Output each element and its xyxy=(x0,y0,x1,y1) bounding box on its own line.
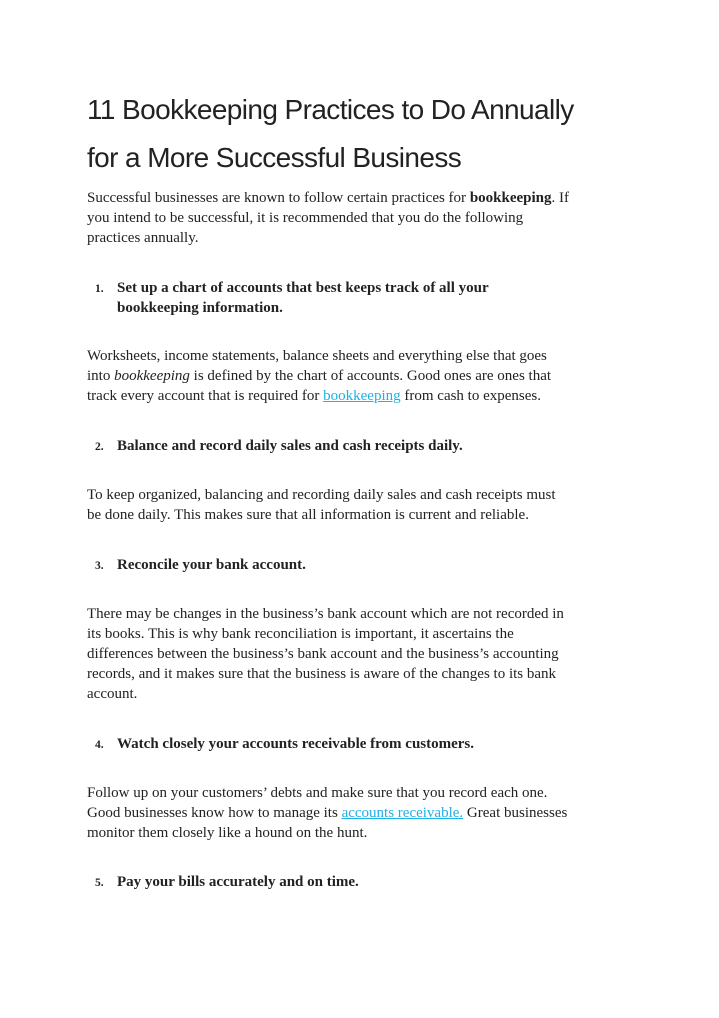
intro-line-1 xyxy=(87,188,647,208)
intro-bold-term: bookkeeping xyxy=(469,190,552,206)
title-line-1: 11 Bookkeeping Practices to Do Annually xyxy=(87,94,574,125)
list-number: 1. xyxy=(95,283,104,295)
intro-line-3: practices annually. xyxy=(87,230,199,246)
paragraph-daily-sales xyxy=(87,485,647,525)
list-number: 2. xyxy=(95,441,104,453)
paragraph-bank-reconciliation xyxy=(87,604,647,704)
paragraph-line xyxy=(87,366,647,386)
paragraph-text: into xyxy=(87,368,115,384)
paragraph-line: To keep organized, balancing and recording daily sales and cash receipts must xyxy=(87,487,556,503)
list-item-heading xyxy=(117,872,359,892)
list-number: 4. xyxy=(95,739,104,751)
intro-line-2: you intend to be successful, it is recommended that you do the following xyxy=(87,210,524,226)
intro-text: Successful businesses are known to follow certain practices for xyxy=(87,190,470,206)
paragraph-text: Good businesses know how to manage its xyxy=(87,805,342,821)
list-item-heading xyxy=(117,436,463,456)
paragraph-line: records, and it makes sure that the business is aware of the changes to its bank xyxy=(87,666,557,682)
list-item-heading xyxy=(117,734,474,754)
list-item-line: Reconcile your bank account. xyxy=(117,557,306,573)
list-item-heading xyxy=(117,278,489,318)
list-item-line: bookkeeping information. xyxy=(117,300,283,316)
paragraph-text: is defined by the chart of accounts. Good ones are ones that xyxy=(189,368,552,384)
intro-text: . If xyxy=(551,190,570,206)
list-item-line: Balance and record daily sales and cash receipts daily. xyxy=(117,438,463,454)
title-line-2: for a More Successful Business xyxy=(87,142,462,173)
paragraph-line: be done daily. This makes sure that all information is current and reliable. xyxy=(87,507,529,523)
paragraph-chart-of-accounts xyxy=(87,346,647,406)
intro-paragraph xyxy=(87,188,647,248)
paragraph-accounts-receivable xyxy=(87,783,647,843)
paragraph-line xyxy=(87,386,647,406)
list-item-heading xyxy=(117,555,306,575)
list-number: 3. xyxy=(95,560,104,572)
italic-term: bookkeeping xyxy=(114,368,190,384)
list-number: 5. xyxy=(95,877,104,889)
paragraph-text: Great businesses xyxy=(463,805,568,821)
page-title xyxy=(87,86,647,182)
accounts-receivable-link[interactable]: accounts receivable. xyxy=(341,805,464,821)
list-item-line: Set up a chart of accounts that best keeps track of all your xyxy=(117,280,489,296)
paragraph-line: its books. This is why bank reconciliation is important, it ascertains the xyxy=(87,626,514,642)
list-item-line: Pay your bills accurately and on time. xyxy=(117,874,359,890)
paragraph-line: Worksheets, income statements, balance sheets and everything else that goes xyxy=(87,348,547,364)
bookkeeping-link[interactable]: bookkeeping xyxy=(323,388,401,404)
paragraph-text: track every account that is required for xyxy=(87,388,324,404)
paragraph-line: There may be changes in the business’s bank account which are not recorded in xyxy=(87,606,564,622)
paragraph-line: monitor them closely like a hound on the hunt. xyxy=(87,825,368,841)
paragraph-line: differences between the business’s bank account and the business’s accounting xyxy=(87,646,559,662)
paragraph-text: from cash to expenses. xyxy=(400,388,542,404)
paragraph-line: account. xyxy=(87,686,138,702)
paragraph-line: Follow up on your customers’ debts and make sure that you record each one. xyxy=(87,785,548,801)
list-item-line: Watch closely your accounts receivable from customers. xyxy=(117,736,475,752)
paragraph-line xyxy=(87,803,647,823)
